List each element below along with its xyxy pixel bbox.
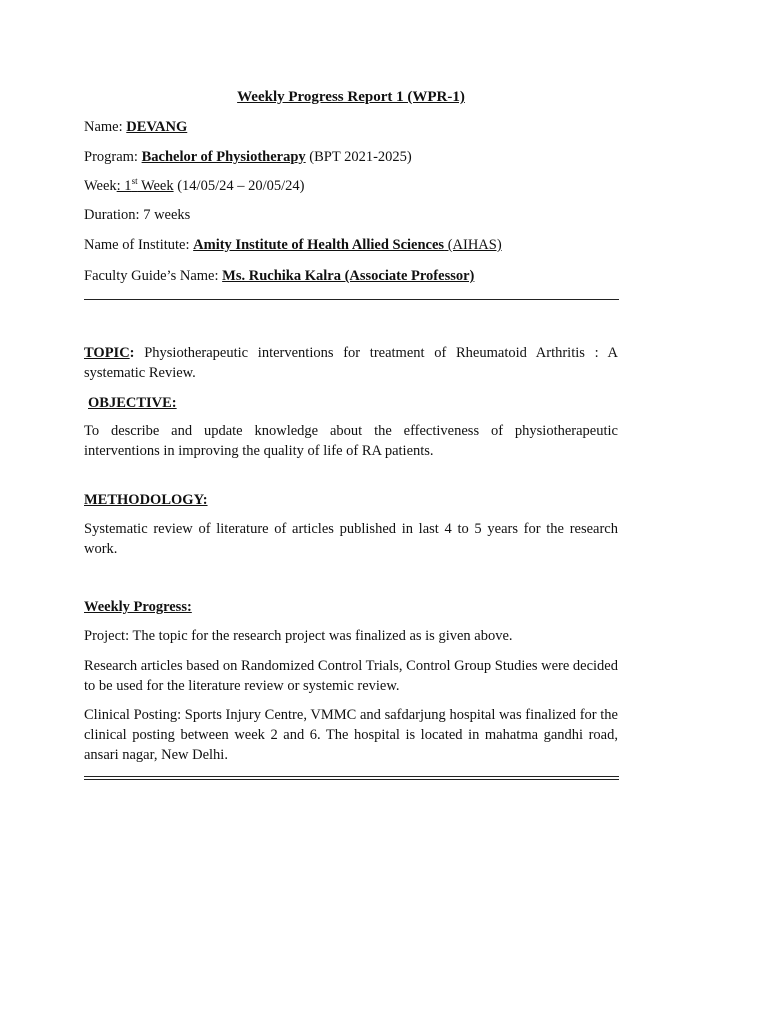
footer-double-divider: [84, 776, 619, 780]
guide-line: [84, 266, 618, 286]
week-number: : 1: [116, 178, 132, 194]
week-label: Week: [84, 178, 117, 194]
duration-line: Duration: 7 weeks: [84, 207, 191, 223]
week-line: [84, 176, 618, 196]
topic-colon: :: [129, 345, 135, 361]
header-divider: [84, 299, 619, 300]
institute-value: Amity Institute of Health Allied Sciences: [193, 237, 445, 253]
report-title: Weekly Progress Report 1 (WPR-1): [237, 89, 465, 105]
program-suffix: (BPT 2021-2025): [305, 149, 412, 165]
guide-value: Ms. Ruchika Kalra (Associate Professor): [222, 268, 475, 284]
institute-suffix: (AIHAS): [444, 237, 502, 253]
project-text: Project: The topic for the research project was finalized as is given above.: [84, 628, 513, 644]
week-value: [117, 178, 174, 194]
week-ordinal: st: [131, 176, 138, 187]
topic-label: TOPIC: [84, 345, 130, 361]
name-line: [84, 117, 618, 137]
program-value: Bachelor of Physiotherapy: [141, 149, 306, 165]
institute-label: Name of Institute:: [84, 237, 194, 253]
name-label: Name:: [84, 119, 127, 135]
name-value: DEVANG: [126, 119, 188, 135]
methodology-text: Systematic review of literature of articles published in last 4 to 5 years for the research work.: [84, 521, 618, 557]
weekly-progress-heading: Weekly Progress:: [84, 599, 192, 615]
institute-line: [84, 235, 618, 255]
guide-label: Faculty Guide’s Name:: [84, 268, 223, 284]
program-label: Program:: [84, 149, 142, 165]
clinical-posting-text: Clinical Posting: Sports Injury Centre, VMMC and safdarjung hospital was finalized for the clinical posting between week 2 and 6. The hospital is located in mahatma gandhi road, ansari nagar, New Delhi.: [84, 707, 618, 763]
week-word: Week: [137, 178, 174, 194]
methodology-heading: METHODOLOGY:: [84, 492, 208, 508]
research-text: Research articles based on Randomized Control Trials, Control Group Studies were decided to be used for the literature review or systemic review.: [84, 658, 618, 694]
objective-heading: OBJECTIVE:: [88, 395, 177, 411]
objective-text: To describe and update knowledge about the effectiveness of physiotherapeutic interventions in improving the quality of life of RA patients.: [84, 423, 618, 459]
program-line: [84, 147, 618, 167]
topic-text: Physiotherapeutic interventions for treatment of Rheumatoid Arthritis : A systematic Review.: [84, 345, 618, 381]
week-dates: (14/05/24 – 20/05/24): [173, 178, 305, 194]
topic-paragraph: [84, 343, 618, 383]
